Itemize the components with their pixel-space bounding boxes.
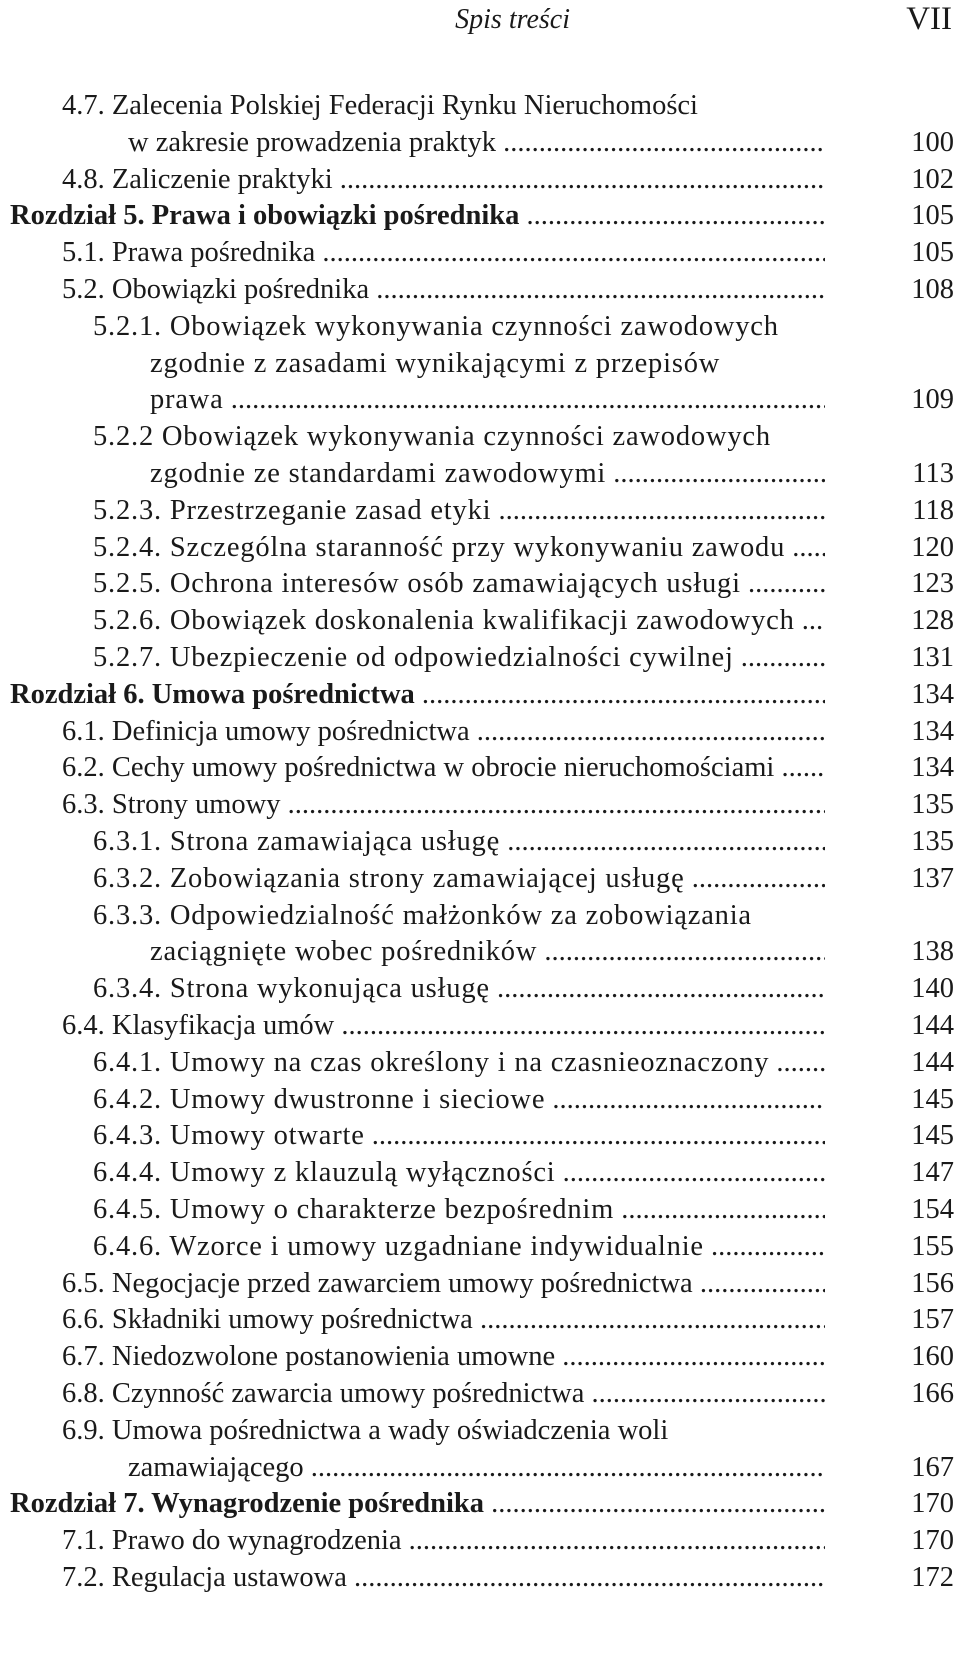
toc-entry-title bbox=[150, 934, 825, 970]
toc-entry bbox=[0, 1523, 960, 1560]
toc-entry-title bbox=[93, 419, 771, 455]
toc-entry bbox=[0, 493, 960, 530]
toc-entry-title bbox=[93, 309, 779, 345]
toc-entry-title bbox=[150, 456, 825, 492]
toc-entry-page: 118 bbox=[912, 494, 954, 526]
toc-entry-label: prawa bbox=[150, 384, 224, 416]
toc-entry bbox=[0, 714, 960, 751]
running-title: Spis treści bbox=[455, 4, 570, 35]
toc-entry-title bbox=[128, 125, 825, 161]
toc-entry-label: 6.3.3. Odpowiedzialność małżonków za zobowiązania bbox=[93, 899, 752, 931]
toc-entry-page: 131 bbox=[911, 642, 954, 673]
toc-entry-page: 105 bbox=[911, 237, 954, 269]
toc-entry-title bbox=[62, 1560, 825, 1596]
toc-entry-page: 147 bbox=[911, 1157, 954, 1189]
toc-entry-title bbox=[93, 1192, 825, 1228]
toc-entry bbox=[0, 750, 960, 787]
toc-entry-label: 5.2.2 Obowiązek wykonywania czynności zawodowych bbox=[93, 421, 771, 453]
toc-entry-title bbox=[62, 162, 825, 198]
toc-entry bbox=[0, 1413, 960, 1450]
toc-entry-title bbox=[62, 1523, 825, 1559]
toc-entry-title bbox=[93, 603, 825, 639]
toc-entry bbox=[0, 456, 960, 493]
toc-entry-page: 109 bbox=[911, 384, 954, 416]
toc-entry-title bbox=[93, 493, 825, 529]
toc-entry-label: 6.1. Definicja umowy pośrednictwa bbox=[62, 715, 470, 747]
toc-entry-page: 137 bbox=[911, 862, 954, 894]
toc-entry bbox=[0, 861, 960, 898]
toc-entry-label: 6.7. Niedozwolone postanowienia umowne bbox=[62, 1341, 556, 1373]
toc-entry-label: Rozdział 5. Prawa i obowiązki pośrednika bbox=[10, 200, 520, 232]
toc-entry-label: 7.2. Regulacja ustawowa bbox=[62, 1562, 347, 1593]
toc-entry-title bbox=[93, 898, 752, 934]
toc-entry-label: zaciągnięte wobec pośredników bbox=[150, 936, 538, 968]
toc-entry bbox=[0, 125, 960, 162]
toc-entry-title bbox=[128, 1450, 825, 1486]
toc-entry-page: 120 bbox=[911, 531, 954, 563]
toc-entry-page: 138 bbox=[911, 936, 954, 968]
toc-entry-page: 145 bbox=[911, 1120, 954, 1152]
toc-entry-label: 6.3.4. Strona wykonująca usługę bbox=[93, 973, 490, 1005]
toc-entry-label: 5.2.3. Przestrzeganie zasad etyki bbox=[93, 494, 492, 526]
toc-entry bbox=[0, 309, 960, 346]
toc-entry bbox=[0, 1155, 960, 1192]
toc-entry bbox=[0, 88, 960, 125]
toc-entry-title bbox=[93, 1045, 825, 1081]
toc-entry-page: 155 bbox=[911, 1230, 954, 1262]
toc-entry-title bbox=[93, 1229, 825, 1265]
toc-entry-page: 135 bbox=[911, 789, 954, 821]
toc-entry-page: 157 bbox=[911, 1304, 954, 1336]
toc-entry-label: 6.8. Czynność zawarcia umowy pośrednictwa bbox=[62, 1378, 585, 1409]
toc-entry-label: 4.7. Zalecenia Polskiej Federacji Rynku Nieruchomości bbox=[62, 90, 698, 121]
toc-entry-title bbox=[10, 677, 825, 713]
toc-entry bbox=[0, 419, 960, 456]
toc-entry-page: 166 bbox=[911, 1378, 954, 1409]
toc-entry-label: 6.4.1. Umowy na czas określony i na czasnieoznaczony bbox=[93, 1046, 770, 1078]
toc-entry-label: 6.4.6. Wzorce i umowy uzgadniane indywidualnie bbox=[93, 1230, 704, 1262]
toc-entry bbox=[0, 1045, 960, 1082]
toc-entry-title bbox=[93, 640, 825, 676]
toc-entry-page: 170 bbox=[911, 1525, 954, 1557]
toc-entry-label: zgodnie ze standardami zawodowymi bbox=[150, 458, 607, 489]
toc-entry bbox=[0, 640, 960, 677]
toc-entry bbox=[0, 934, 960, 971]
toc-entry-title bbox=[62, 1413, 668, 1449]
toc-entry bbox=[0, 824, 960, 861]
toc-entry bbox=[0, 346, 960, 383]
toc-entry-page: 144 bbox=[911, 1010, 954, 1041]
toc-entry-label: w zakresie prowadzenia praktyk bbox=[128, 126, 496, 158]
toc-entry bbox=[0, 382, 960, 419]
page-header bbox=[0, 0, 960, 60]
toc-entry-label: 5.2.4. Szczególna staranność przy wykonywaniu zawodu bbox=[93, 531, 786, 563]
toc-entry-page: 128 bbox=[911, 605, 954, 637]
toc-entry bbox=[0, 1192, 960, 1229]
toc-entry-page: 172 bbox=[911, 1562, 954, 1593]
toc-entry-label: 6.9. Umowa pośrednictwa a wady oświadczenia woli bbox=[62, 1414, 669, 1446]
toc-entry bbox=[0, 1339, 960, 1376]
toc-entry-label: 7.1. Prawo do wynagrodzenia bbox=[62, 1525, 402, 1557]
toc-entry-label: Rozdział 7. Wynagrodzenie pośrednika bbox=[10, 1488, 484, 1520]
toc-entry bbox=[0, 1302, 960, 1339]
toc-entry-title bbox=[93, 971, 825, 1007]
toc-entry-title bbox=[93, 861, 825, 897]
toc-entry-page: 135 bbox=[911, 826, 954, 857]
toc-entry-page: 102 bbox=[911, 163, 954, 195]
toc-entry bbox=[0, 1376, 960, 1413]
toc-entry-label: 6.4.5. Umowy o charakterze bezpośrednim bbox=[93, 1194, 615, 1225]
toc-entry bbox=[0, 1008, 960, 1045]
toc-entry bbox=[0, 1229, 960, 1266]
toc-entry-page: 134 bbox=[911, 715, 954, 747]
toc-chapter-entry bbox=[0, 1486, 960, 1523]
toc-entry-title bbox=[93, 824, 825, 860]
toc-entry bbox=[0, 530, 960, 567]
toc-entry-label: 6.3. Strony umowy bbox=[62, 789, 281, 821]
toc-entry-page: 134 bbox=[911, 752, 954, 784]
toc-entry-page: 105 bbox=[911, 200, 954, 232]
toc-entry-label: 6.3.2. Zobowiązania strony zamawiającej usługę bbox=[93, 862, 685, 894]
toc-entry-label: 5.2.7. Ubezpieczenie od odpowiedzialności cywilnej bbox=[93, 642, 734, 673]
toc-entry-title bbox=[93, 530, 825, 566]
toc-entry-title bbox=[10, 1486, 825, 1522]
toc-entry-title bbox=[10, 198, 825, 234]
toc-entry-title bbox=[93, 1082, 825, 1118]
toc-entry-page: 160 bbox=[911, 1341, 954, 1373]
toc-entry-title bbox=[62, 88, 698, 124]
toc-entry-title bbox=[62, 750, 825, 786]
toc-entry-page: 156 bbox=[911, 1267, 954, 1299]
toc-entry-label: 5.2. Obowiązki pośrednika bbox=[62, 274, 370, 305]
toc-entry-label: zamawiającego bbox=[128, 1451, 304, 1483]
toc-entry-label: 6.6. Składniki umowy pośrednictwa bbox=[62, 1304, 473, 1336]
toc-entry-label: 5.2.1. Obowiązek wykonywania czynności zawodowych bbox=[93, 310, 779, 342]
toc-entry-page: 123 bbox=[911, 568, 954, 600]
toc-entry bbox=[0, 272, 960, 309]
toc-entry-label: 6.3.1. Strona zamawiająca usługę bbox=[93, 826, 501, 857]
toc-entry-page: 140 bbox=[911, 973, 954, 1005]
toc-entry-title bbox=[62, 235, 825, 271]
toc-entry-title bbox=[62, 1266, 825, 1302]
toc-entry bbox=[0, 1118, 960, 1155]
toc-entry-page: 154 bbox=[911, 1194, 954, 1225]
toc-entry bbox=[0, 1560, 960, 1597]
toc-entry-title bbox=[150, 346, 720, 382]
toc-entry-label: 6.5. Negocjacje przed zawarciem umowy pośrednictwa bbox=[62, 1267, 693, 1299]
toc-entry-page: 170 bbox=[911, 1488, 954, 1520]
toc-entry-label: 5.2.6. Obowiązek doskonalenia kwalifikacji zawodowych bbox=[93, 605, 795, 637]
toc-entry-label: 5.2.5. Ochrona interesów osób zamawiających usługi bbox=[93, 568, 741, 600]
toc-entry-title bbox=[62, 1339, 825, 1375]
toc-entry bbox=[0, 603, 960, 640]
toc-entry-title bbox=[62, 787, 825, 823]
toc-chapter-entry bbox=[0, 677, 960, 714]
toc-entry-title bbox=[93, 1155, 825, 1191]
page-number: VII bbox=[906, 1, 952, 37]
toc-entry-label: zgodnie z zasadami wynikającymi z przepisów bbox=[150, 347, 721, 379]
toc-entry bbox=[0, 1450, 960, 1487]
toc-entry bbox=[0, 1082, 960, 1119]
toc-entry-page: 145 bbox=[911, 1083, 954, 1115]
toc-chapter-entry bbox=[0, 198, 960, 235]
toc-entry-title bbox=[93, 1118, 825, 1154]
toc-entry-label: 6.4.2. Umowy dwustronne i sieciowe bbox=[93, 1083, 546, 1115]
toc-entry-label: 6.4. Klasyfikacja umów bbox=[62, 1010, 335, 1041]
toc-entry bbox=[0, 235, 960, 272]
toc-entry-title bbox=[150, 382, 825, 418]
toc-entry-title bbox=[62, 1008, 825, 1044]
toc-entry-page: 100 bbox=[911, 126, 954, 158]
toc-entry-label: 6.4.3. Umowy otwarte bbox=[93, 1120, 365, 1152]
toc-entry bbox=[0, 971, 960, 1008]
toc-entry-label: 6.2. Cechy umowy pośrednictwa w obrocie nieruchomościami bbox=[62, 752, 775, 784]
toc-entry-title bbox=[93, 566, 825, 602]
toc-entry-page: 108 bbox=[911, 274, 954, 305]
toc-entry bbox=[0, 787, 960, 824]
toc-entry-title bbox=[62, 714, 825, 750]
toc-entry-page: 134 bbox=[911, 678, 954, 710]
toc-entry-label: Rozdział 6. Umowa pośrednictwa bbox=[10, 678, 415, 710]
toc-entry-title bbox=[62, 272, 825, 308]
toc-entry-page: 144 bbox=[911, 1046, 954, 1078]
toc-entry bbox=[0, 566, 960, 603]
toc-entry bbox=[0, 1266, 960, 1303]
toc-entry-page: 113 bbox=[912, 458, 954, 489]
toc-entry bbox=[0, 898, 960, 935]
toc-entry-label: 5.1. Prawa pośrednika bbox=[62, 237, 316, 269]
toc-entry-label: 4.8. Zaliczenie praktyki bbox=[62, 163, 333, 195]
toc-entry bbox=[0, 162, 960, 199]
toc-entry-page: 167 bbox=[911, 1451, 954, 1483]
toc-entry-title bbox=[62, 1302, 825, 1338]
toc-entry-label: 6.4.4. Umowy z klauzulą wyłączności bbox=[93, 1157, 556, 1189]
toc-entry-title bbox=[62, 1376, 825, 1412]
